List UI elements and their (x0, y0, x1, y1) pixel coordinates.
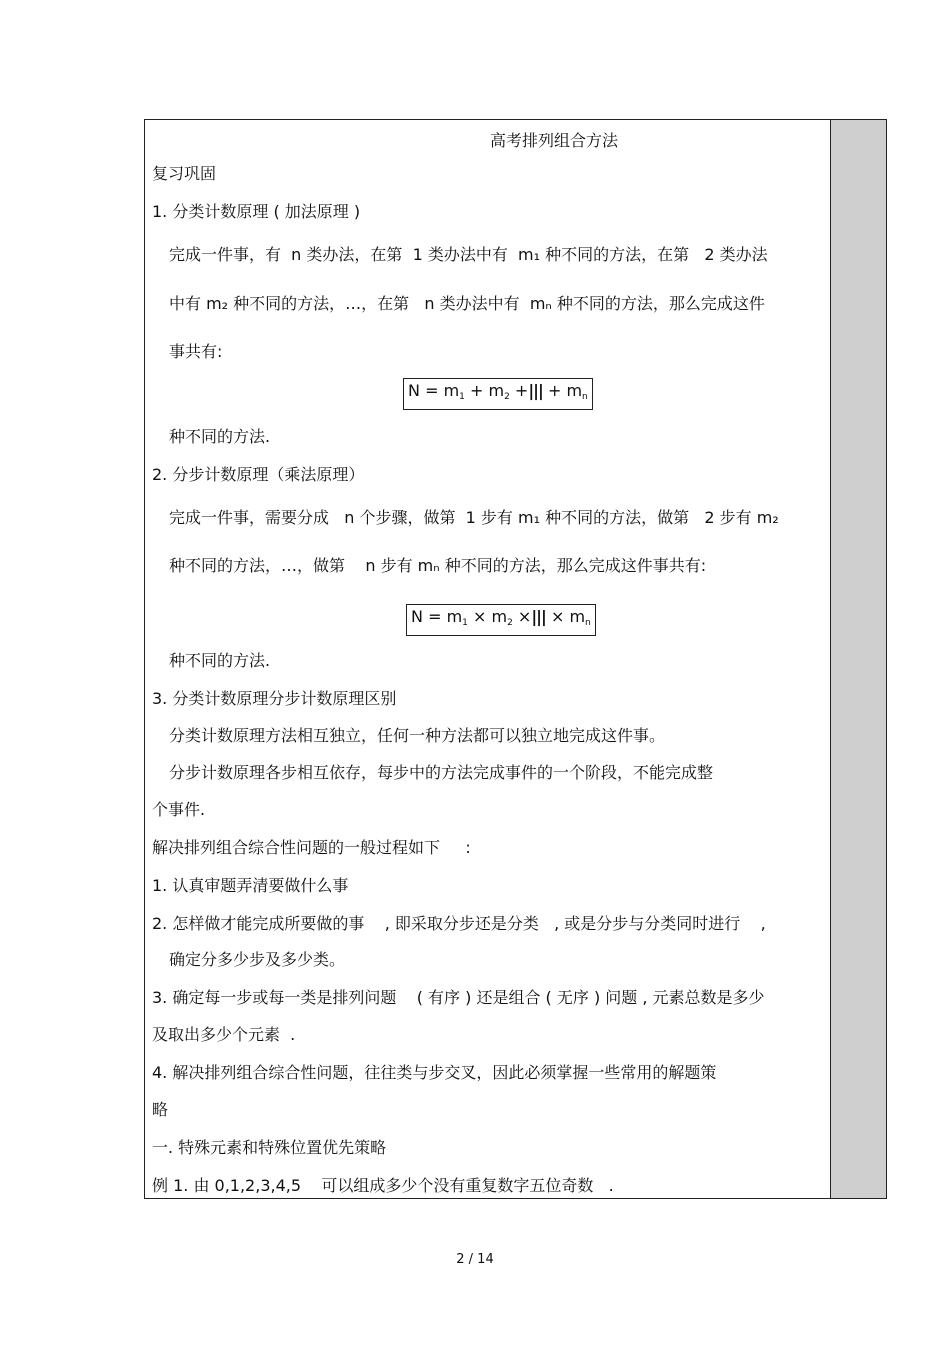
formula-lhs: N (411, 607, 423, 626)
list-item-continued: 确定分多少步及多少类。 (169, 950, 346, 969)
heading-review: 复习巩固 (152, 164, 217, 183)
paragraph-line: 完成一件事，需要分成 n 个步骤，做第 1 步有 m₁ 种不同的方法，做第 2 步有 m₂ (169, 508, 779, 527)
formula-multiplication (406, 604, 596, 636)
side-column (831, 120, 886, 1198)
list-item-continued: 略 (152, 1100, 169, 1119)
paragraph-line: 种不同的方法，…，做第 n 步有 mₙ 种不同的方法，那么完成这件事共有: (169, 556, 707, 575)
list-item-continued: 及取出多少个元素 . (152, 1025, 296, 1044)
formula-lhs: N (408, 381, 420, 400)
paragraph-line: 事共有: (169, 342, 223, 361)
list-item: 2. 怎样做才能完成所要做的事 , 即采取分步还是分类 , 或是分步与分类同时进行 , (152, 914, 766, 933)
paragraph-line: 个事件. (152, 800, 206, 819)
page-number: 2 / 14 (456, 1252, 494, 1267)
formula-operator: + (547, 381, 562, 400)
heading-strategy-one: 一. 特殊元素和特殊位置优先策略 (152, 1138, 387, 1157)
formula-ellipsis: ||| (531, 607, 546, 626)
heading-general-process: 解决排列组合综合性问题的一般过程如下 : (152, 838, 471, 857)
formula-subscript: n (582, 392, 588, 402)
formula-operator: + (469, 381, 484, 400)
formula-term: m (488, 381, 505, 400)
paragraph-line: 中有 m₂ 种不同的方法，…，在第 n 类办法中有 mₙ 种不同的方法，那么完成这件 (169, 294, 765, 313)
formula-term: m (443, 381, 460, 400)
heading-addition-principle: 1. 分类计数原理 ( 加法原理 ) (152, 202, 361, 221)
formula-subscript: 2 (507, 618, 513, 628)
formula-equals: = (428, 607, 442, 626)
formula-operator: × (472, 607, 487, 626)
formula-operator: × (517, 607, 532, 626)
page-title: 高考排列组合方法 (490, 131, 619, 150)
formula-term: m (446, 607, 463, 626)
formula-subscript: 2 (504, 392, 510, 402)
formula-term: m (569, 607, 586, 626)
paragraph-line: 分步计数原理各步相互依存，每步中的方法完成事件的一个阶段，不能完成整 (169, 763, 714, 782)
heading-difference: 3. 分类计数原理分步计数原理区别 (152, 689, 397, 708)
main-cell (145, 120, 831, 1198)
paragraph-line: 完成一件事，有 n 类办法，在第 1 类办法中有 m₁ 种不同的方法，在第 2 类办法 (169, 245, 768, 264)
paragraph-line: 分类计数原理方法相互独立，任何一种方法都可以独立地完成这件事。 (169, 726, 666, 745)
list-item: 4. 解决排列组合综合性问题，往往类与步交叉，因此必须掌握一些常用的解题策 (152, 1063, 717, 1082)
paragraph-line: 种不同的方法. (169, 427, 271, 446)
formula-subscript: 1 (459, 392, 465, 402)
formula-term: m (491, 607, 508, 626)
formula-ellipsis: ||| (528, 381, 543, 400)
formula-term: m (566, 381, 583, 400)
formula-subscript: n (585, 618, 591, 628)
formula-equals: = (425, 381, 439, 400)
paragraph-line: 种不同的方法. (169, 651, 271, 670)
formula-operator: + (514, 381, 529, 400)
list-item: 1. 认真审题弄清要做什么事 (152, 876, 349, 895)
formula-operator: × (550, 607, 565, 626)
example-1: 例 1. 由 0,1,2,3,4,5 可以组成多少个没有重复数字五位奇数 . (152, 1176, 614, 1195)
formula-subscript: 1 (462, 618, 468, 628)
content-table (144, 119, 887, 1199)
list-item: 3. 确定每一步或每一类是排列问题 ( 有序 ) 还是组合 ( 无序 ) 问题 , 元素总数是多少 (152, 988, 765, 1007)
formula-addition (403, 378, 593, 410)
heading-multiplication-principle: 2. 分步计数原理（乘法原理） (152, 465, 365, 484)
